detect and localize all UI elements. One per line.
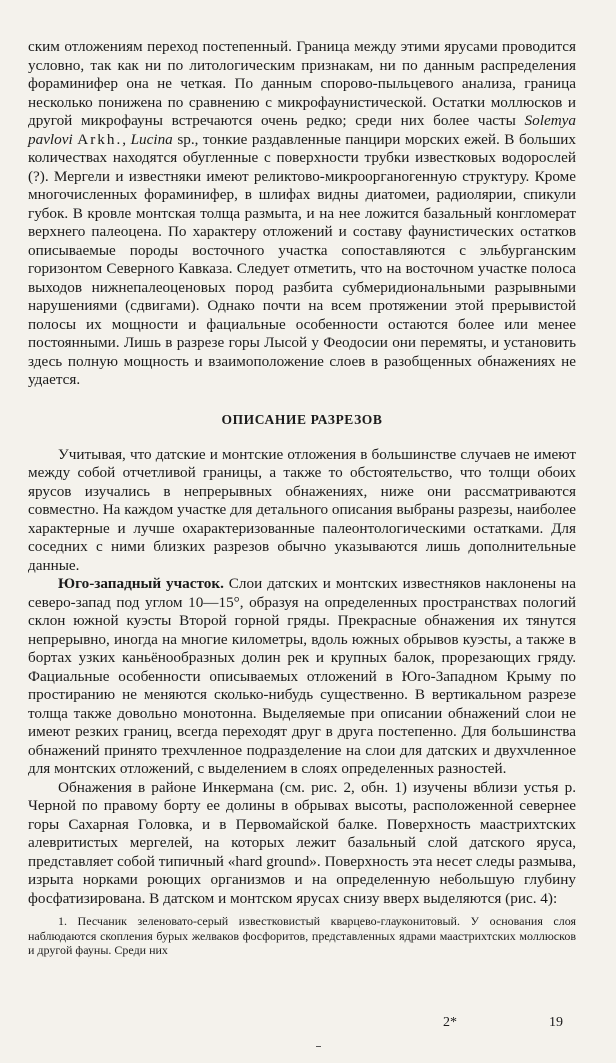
- paragraph-text: Слои датских и монтских известняков наклонены на северо-запад под углом 10—15°, образуя на определенных пространствах пологий склон южной куэсты Второй горной гряды. Прекрасные обнажения их тянутся непрерывно, иногда на многие километры, вдоль южных обрывов куэсты, а также в бортах узких каньёнообразных долин рек и крупных балок, прорезающих гряду. Фациальные особенности описываемых отложений в Юго-Западном Крыму по простиранию не меняются сколько-нибудь существенно. В вертикальном разрезе толща также довольно монотонна. Выделяемые при описании обнажений слои не имеют резких границ, всегда переходят друг в друга постепенно. Для большинства обнажений принято трехчленное подразделение на слои для датских и двухчленное для монтских отложений, с выделением в слоях определенных разностей.: [28, 575, 576, 777]
- species-name: Solemya pavlovi: [28, 112, 576, 148]
- paragraph: Учитывая, что датские и монтские отложения в большинстве случаев не имеют между собой отчетливой границы, а также то обстоятельство, что толщи обоих ярусов изучались в непрерывных обнажениях, ниже они рассматриваются совместно. На каждом участке для детального описания выбраны разрезы, наиболее характерные и лучше охарактеризованные палеонтологическими остатками. Для соседних с ними близких разрезов обычно указываются лишь дополнительные данные.: [28, 445, 576, 574]
- footnote: 1. Песчаник зеленовато-серый известковистый кварцево-глауконитовый. У основания слоя наблюдаются скопления бурых желваков фосфоритов, представленных ядрами маастрихтских моллюсков и другой фауны. Среди них: [28, 914, 576, 957]
- paragraph-continued: [28, 38, 576, 390]
- page-number: 19: [549, 1015, 563, 1030]
- paragraph: Обнажения в районе Инкермана (см. рис. 2, обн. 1) изучены вблизи устья р. Черной по правому борту ее долины в обрывах высоты, расположенной севернее горы Сахарная Головка, и в Первомайской балке. Поверхность маастрихтских алевритистых мергелей, на которых лежит базальный слой датского яруса, представляет собой типичный «hard ground». Поверхность эта несет следы размыва, изрыта норками роющих организмов и на определенную небольшую глубину фосфатизирована. В датском и монтском ярусах снизу вверх выделяются (рис. 4):: [28, 778, 576, 907]
- paragraph: [28, 575, 576, 779]
- species-author: Arkh.: [77, 130, 123, 148]
- species-name: Lucina: [130, 130, 173, 148]
- divider: [316, 1046, 321, 1047]
- paragraph-text: sp., тонкие раздавленные панцири морских ежей. В больших количествах находятся обугленные с поверхности трубки известковых водорослей (?). Мергели и известняки имеют реликтово-микроорганогенную структуру. Кроме многочисленных фораминифер, в шлифах видны диатомеи, радиолярии, спикули губок. В кровле монтская толща размыта, и на нее ложится базальный конгломерат верхнего палеоцена. По характеру отложений и составу фаунистических остатков описываемые породы восточного участка сопоставляются с эльбурганским горизонтом Северного Кавказа. Следует отметить, что на восточном участке полоса выходов нижнепалеоценовых пород разбита субмеридиональными разрывными нарушениями (сдвигами). Однако почти на всем протяжении этой прерывистой полосы их мощности и фациальные особенности остаются более или менее постоянными. Лишь в разрезе горы Лысой у Феодосии они перемяты, и установить здесь полную мощность и взаимоположение слоев в разобщенных обнажениях не удается.: [28, 130, 577, 388]
- separator: ,: [122, 130, 127, 148]
- page-footer: [0, 1015, 616, 1035]
- section-heading: ОПИСАНИЕ РАЗРЕЗОВ: [221, 411, 383, 427]
- signature-mark: 2*: [443, 1015, 457, 1030]
- subsection-lead: Юго-западный участок.: [58, 575, 224, 592]
- paragraph-text: ским отложениям переход постепенный. Граница между этими ярусами проводится условно, так как ни по литологическим признакам, ни по данным распределения фораминифер она не четкая. По данным спорово-пыльцевого анализа, граница несколько понижена по сравнению с микрофаунистической. Остатки моллюсков и другой микрофауны встречаются очень редко; среди них более часты: [28, 38, 576, 129]
